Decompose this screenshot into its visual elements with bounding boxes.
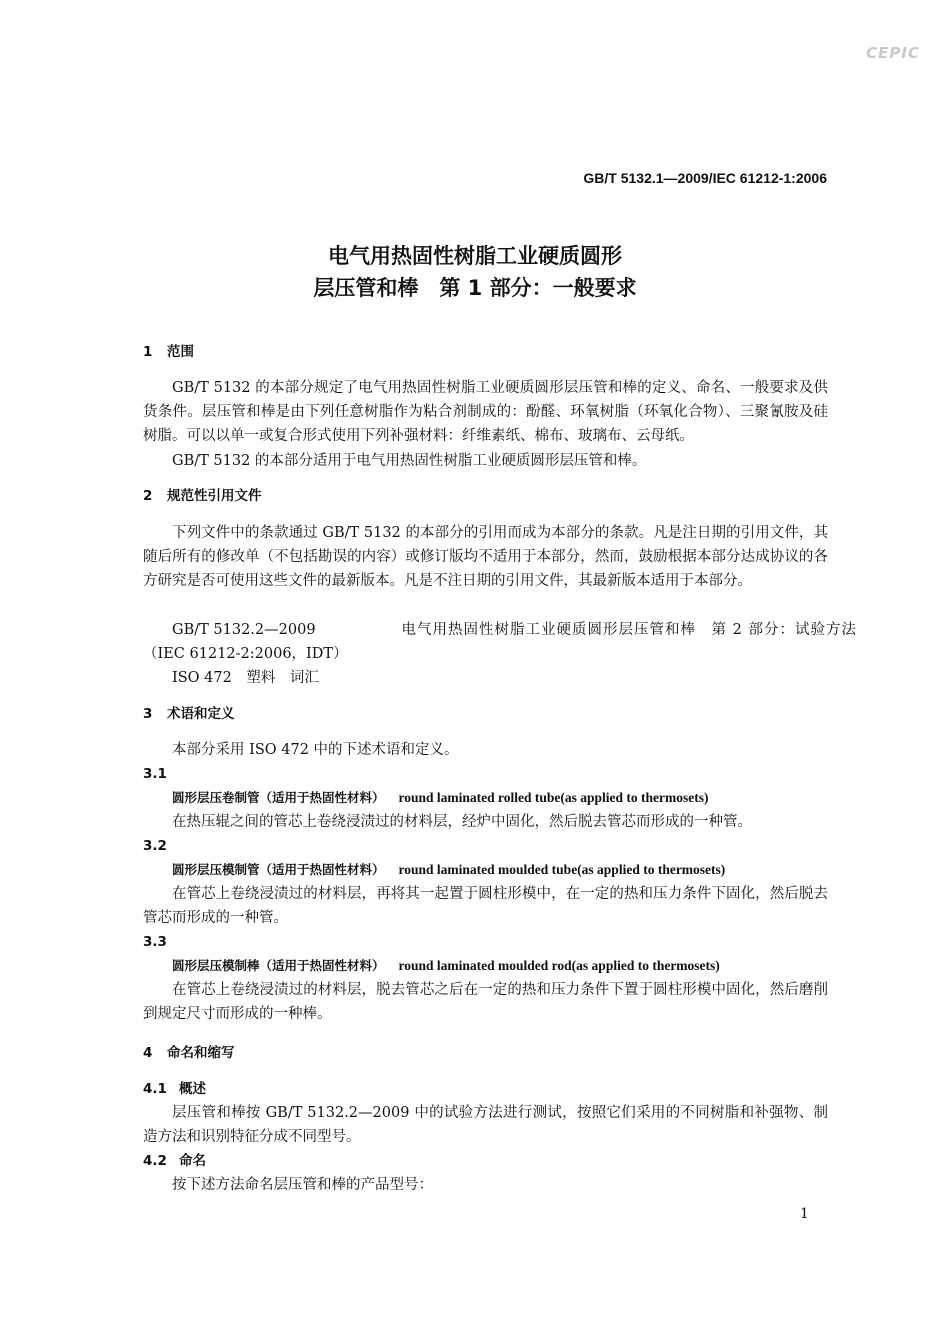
subsection-number: 4.1 [143, 1081, 167, 1097]
term-en: round laminated moulded tube(as applied to thermosets) [398, 862, 726, 877]
reference-1 [143, 618, 857, 642]
section-3-heading [143, 702, 828, 726]
subsection-4-1-paragraph: 层压管和棒按 GB/T 5132.2—2009 中的试验方法进行测试，按照它们采用的不同树脂和补强物、制造方法和识别特征分成不同型号。 [143, 1105, 828, 1145]
section-1-paragraph-1: GB/T 5132 的本部分规定了电气用热固性树脂工业硬质圆形层压管和棒的定义、命名、一般要求及供货条件。层压管和棒是由下列任意树脂作为粘合剂制成的：酚醛、环氧树脂（环氧化合物）、三聚氰胺及硅树脂。可以以单一或复合形式使用下列补强材料：纤维素纸、棉布、玻璃布、云母纸。 [143, 380, 828, 444]
section-2-paragraph: 下列文件中的条款通过 GB/T 5132 的本部分的引用而成为本部分的条款。凡是注日期的引用文件，其随后所有的修改单（不包括勘误的内容）或修订版均不适用于本部分，然而，鼓励根据本部分达成协议的各方研究是否可使用这些文件的最新版本。凡是不注日期的引用文件，其最新版本适用于本部分。 [143, 525, 828, 589]
section-3-intro: 本部分采用 ISO 472 中的下述术语和定义。 [172, 742, 459, 758]
watermark-logo: CEPIC [866, 44, 920, 62]
standard-number: GB/T 5132.1—2009/IEC 61212-1:2006 [583, 170, 827, 186]
section-number: 4 [143, 1045, 153, 1061]
section-title: 范围 [167, 344, 194, 360]
reference-1-code: GB/T 5132.2—2009 [172, 622, 316, 638]
term-3-3-name [143, 954, 857, 978]
section-title: 命名和缩写 [167, 1045, 235, 1061]
subsection-4-1-heading [143, 1077, 828, 1101]
term-zh: 圆形层压卷制管（适用于热固性材料） [172, 790, 385, 805]
term-3-2-definition: 在管芯上卷绕浸渍过的材料层，再将其一起置于圆柱形模中，在一定的热和压力条件下固化，然后脱去管芯而形成的一种管。 [143, 886, 828, 926]
subsection-title: 概述 [179, 1081, 206, 1097]
term-3-1-number: 3.1 [143, 766, 167, 782]
reference-2: ISO 472 塑料 词汇 [172, 670, 319, 686]
term-zh: 圆形层压模制管（适用于热固性材料） [172, 862, 385, 877]
subsection-title: 命名 [179, 1153, 206, 1169]
term-3-2-number: 3.2 [143, 838, 167, 854]
term-3-1-definition: 在热压辊之间的管芯上卷绕浸渍过的材料层，经炉中固化，然后脱去管芯而形成的一种管。 [172, 814, 752, 830]
document-title-line1: 电气用热固性树脂工业硬质圆形 [328, 244, 622, 268]
term-3-3-number: 3.3 [143, 934, 167, 950]
section-number: 3 [143, 706, 153, 722]
document-title-line2: 层压管和棒 第 1 部分：一般要求 [313, 276, 637, 300]
reference-1-continuation: （IEC 61212-2:2006，IDT） [143, 646, 348, 662]
term-3-1-name [143, 786, 857, 810]
section-title: 规范性引用文件 [167, 488, 262, 504]
term-en: round laminated rolled tube(as applied to thermosets) [398, 790, 709, 805]
section-1-paragraph-2: GB/T 5132 的本部分适用于电气用热固性树脂工业硬质圆形层压管和棒。 [172, 453, 647, 469]
term-3-3-definition: 在管芯上卷绕浸渍过的材料层，脱去管芯之后在一定的热和压力条件下置于圆柱形模中固化，然后磨削到规定尺寸而形成的一种棒。 [143, 982, 828, 1022]
section-number: 2 [143, 488, 153, 504]
section-title: 术语和定义 [167, 706, 235, 722]
reference-1-title: 电气用热固性树脂工业硬质圆形层压管和棒 第 2 部分：试验方法 [401, 622, 857, 638]
section-4-heading [143, 1041, 828, 1065]
section-1-heading [143, 340, 828, 364]
section-number: 1 [143, 344, 153, 360]
term-zh: 圆形层压模制棒（适用于热固性材料） [172, 958, 385, 973]
section-2-heading [143, 484, 828, 508]
page-number: 1 [800, 1206, 809, 1222]
term-en: round laminated moulded rod(as applied to thermosets) [398, 958, 720, 973]
subsection-4-2-paragraph: 按下述方法命名层压管和棒的产品型号： [172, 1177, 433, 1193]
subsection-number: 4.2 [143, 1153, 167, 1169]
subsection-4-2-heading [143, 1149, 828, 1173]
term-3-2-name [143, 858, 857, 882]
